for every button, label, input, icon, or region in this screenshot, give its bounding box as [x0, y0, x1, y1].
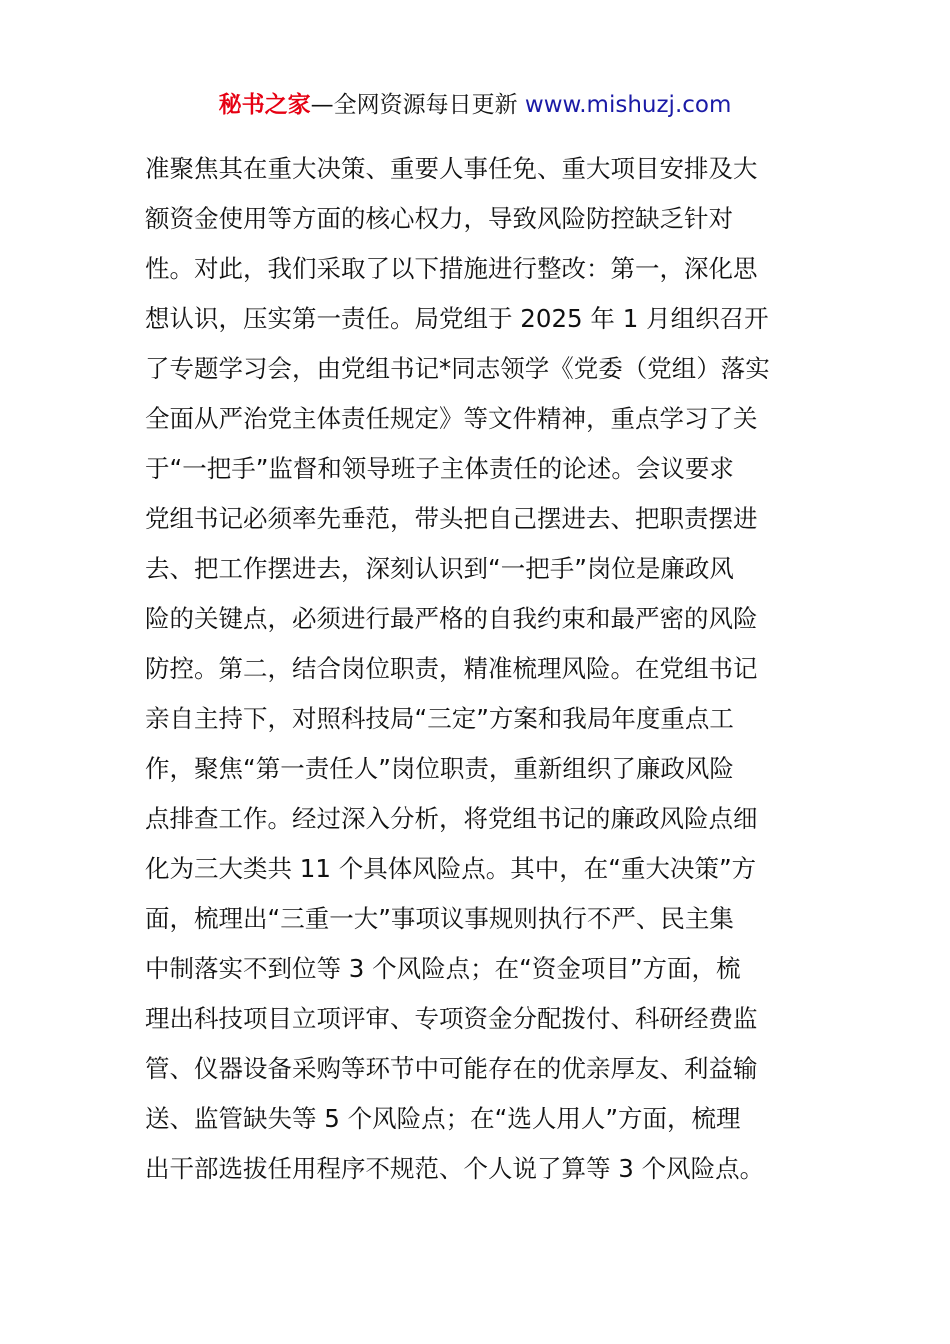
header-tagline: —全网资源每日更新	[310, 92, 518, 118]
body-line: 作，聚焦“第一责任人”岗位职责，重新组织了廉政风险	[145, 754, 734, 783]
body-line: 想认识，压实第一责任。局党组于 2025 年 1 月组织召开	[145, 304, 769, 333]
body-line: 点排查工作。经过深入分析，将党组书记的廉政风险点细	[145, 804, 758, 833]
brand-name: 秘书之家	[218, 92, 311, 118]
body-line: 于“一把手”监督和领导班子主体责任的论述。会议要求	[145, 454, 734, 483]
body-line: 额资金使用等方面的核心权力，导致风险防控缺乏针对	[145, 204, 733, 233]
body-line: 理出科技项目立项评审、专项资金分配拨付、科研经费监	[145, 1004, 758, 1033]
body-line: 性。对此，我们采取了以下措施进行整改：第一，深化思	[145, 254, 758, 283]
page-header	[0, 88, 950, 122]
site-link[interactable]: www.mishuzj.com	[524, 92, 732, 118]
body-line: 险的关键点，必须进行最严格的自我约束和最严密的风险	[145, 604, 758, 633]
body-line: 出干部选拔任用程序不规范、个人说了算等 3 个风险点。	[145, 1154, 765, 1183]
body-line: 面，梳理出“三重一大”事项议事规则执行不严、民主集	[145, 904, 734, 933]
body-line: 全面从严治党主体责任规定》等文件精神，重点学习了关	[145, 404, 758, 433]
body-line: 化为三大类共 11 个具体风险点。其中，在“重大决策”方	[145, 854, 757, 883]
body-line: 党组书记必须率先垂范，带头把自己摆进去、把职责摆进	[145, 504, 758, 533]
body-line: 中制落实不到位等 3 个风险点；在“资金项目”方面，梳	[145, 954, 741, 983]
body-line: 了专题学习会，由党组书记*同志领学《党委（党组）落实	[145, 354, 770, 383]
body-line: 管、仪器设备采购等环节中可能存在的优亲厚友、利益输	[145, 1054, 758, 1083]
document-body	[145, 144, 810, 1194]
body-line: 去、把工作摆进去，深刻认识到“一把手”岗位是廉政风	[145, 554, 734, 583]
body-line: 准聚焦其在重大决策、重要人事任免、重大项目安排及大	[145, 154, 758, 183]
body-line: 防控。第二，结合岗位职责，精准梳理风险。在党组书记	[145, 654, 758, 683]
body-line: 送、监管缺失等 5 个风险点；在“选人用人”方面，梳理	[145, 1104, 741, 1133]
body-line: 亲自主持下，对照科技局“三定”方案和我局年度重点工	[145, 704, 734, 733]
